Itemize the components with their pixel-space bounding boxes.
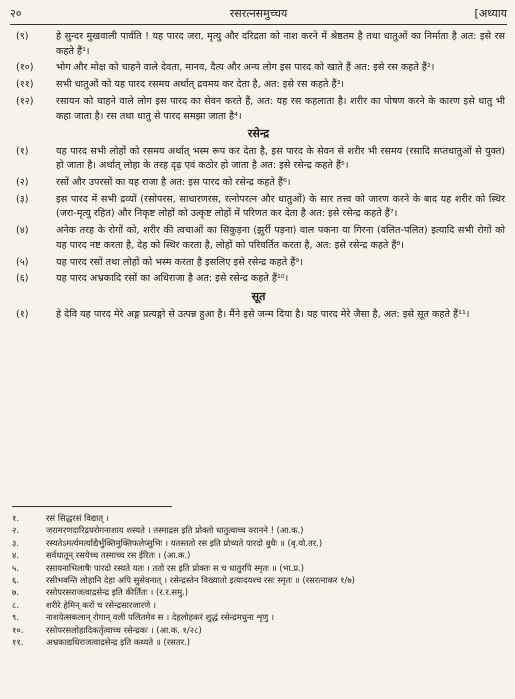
verse-item xyxy=(12,30,505,59)
footnote xyxy=(12,524,505,536)
verse-item xyxy=(12,272,505,287)
item-text: यह पारद अभ्रकादि रसों का अधिराजा है अत: इसे रसेन्द्र कहते हैं¹⁰। xyxy=(56,273,289,285)
footnote-text: रसायनाभिलाषैः पारदो रस्यते यतः । ततो रस इति प्रोक्तः स च धातुरपि स्मृतः ॥ (भा.प्र.) xyxy=(46,562,305,573)
footnote-text: रसीभवन्ति लोहानि देहा अपि सुसेवनात् । रसेन्द्रस्तेन विख्यातो इत्यादयश्च रसः स्मृतः ॥ (रसरत्नाकर १/७) xyxy=(46,575,355,586)
book-title: रसरत्नसमुच्चय xyxy=(229,7,288,20)
verse-item xyxy=(12,78,505,93)
section-heading-rasendra: रसेन्द्र xyxy=(247,127,270,141)
footnote-text: रसोपरसराजत्वाद्रसेन्द्र इति कीर्तितः । (र.र.समु.) xyxy=(46,587,189,598)
footnote xyxy=(12,611,505,623)
item-text: इस पारद में सभी द्रव्यों (रसोपरस, साधारणरस, रत्नोपरत्न और धातुओं) के सार तत्त्व को जारण करने के बाद यह शरीर को स्थिर (जरा-मृत्यु रहित) और निकृष्ट लोहों को उत्कृष्ट लोहों में परिणत कर देता है अत: इसे रसेन्द्र कहते हैं⁷। xyxy=(56,193,505,220)
item-text: यह पारद रसों तथा लोहों को भस्म करता है इसलिए इसे रसेन्द्र कहते हैं⁹। xyxy=(56,256,303,268)
footnote-text: सर्वधातून् रसयेच्च तस्माच्च रस ईरितः । (आ.क.) xyxy=(46,550,191,561)
footnote-text: शरीरे हेमिन् करों च रसेन्द्रसारजारणे । xyxy=(46,599,157,610)
footnote xyxy=(12,586,505,598)
item-text: हे सुन्दर मुखवाली पार्वति ! यह पारद जरा, मृत्यु और दरिद्रता को नाश करने में श्रेष्ठतम है तथा धातुओं का निर्माता है अत: इसे रस कहते हैं¹। xyxy=(56,31,505,57)
footnote-number: ५. xyxy=(12,562,20,573)
footnote xyxy=(12,549,505,561)
page-number: २० xyxy=(10,7,22,20)
footnote-number: ४. xyxy=(12,550,20,561)
footnote xyxy=(12,624,505,636)
footnote-number: १०. xyxy=(12,624,24,635)
item-number: (१२) xyxy=(16,95,34,107)
footnote-text: रस्यतेऽमर्त्यमर्त्याद्यैर्भुक्तिमुक्तिफलेप्सुभिः । यतस्ततो रस इति प्रोच्यते पारदो बुधैः ॥ (बृ.यो.तर.) xyxy=(46,537,323,548)
item-number: (४) xyxy=(16,225,29,237)
footnote xyxy=(12,636,505,648)
section-heading-suta: सूत xyxy=(251,290,266,303)
footnote-text: नाशयेत्सकलान् रोगान् वली पलितमेव स । देहलोहकरं शुद्धं रसेन्द्रमधुना शृणु । xyxy=(46,612,275,623)
footnote-number: ९. xyxy=(12,612,20,623)
footnote xyxy=(12,512,505,524)
footnote xyxy=(12,574,505,586)
verse-item xyxy=(12,256,505,271)
item-text: रसों और उपरसों का यह राजा है अत: इस पारद को रसेन्द्र कहते हैं⁶। xyxy=(56,177,291,189)
main-text xyxy=(12,30,505,324)
item-number: (३) xyxy=(16,193,29,205)
item-text: भोग और मोक्ष को चाहने वाले देवता, मानव, दैत्य और अन्य लोग इस पारद को खाते हैं अत: इसे रस कहते हैं²। xyxy=(56,62,435,74)
suta-definitions xyxy=(12,308,505,323)
footnote-number: ६. xyxy=(12,575,20,586)
footnote-number: १. xyxy=(12,513,20,523)
item-text: रसायन को चाहने वाले लोग इस पारद का सेवन करते हैं, अत: यह रस कहलाता है। शरीर का पोषण करने के कारण इसे धातु भी कहा जाता है। रस तथा धातु से पारद समझा जाता है⁴। xyxy=(56,95,505,122)
item-text: यह पारद सभी लोहों को रसमय अर्थात् भस्म रूप कर देता है, इस पारद के सेवन से शरीर भी रसमय (रसादि सप्तधातुओं से युक्त) हो जाता है। अर्थात् लोहा के तरह दृढ़ एवं कठोर हो जाता है अत: इसे रसेन्द्र कहते हैं⁵। xyxy=(56,145,505,172)
footnote xyxy=(12,537,505,549)
item-number: (११) xyxy=(16,79,34,91)
rasendra-definitions xyxy=(12,145,505,287)
item-number: (९) xyxy=(16,31,29,42)
running-header xyxy=(10,6,507,24)
verse-item xyxy=(12,176,505,191)
verse-item xyxy=(12,193,505,222)
item-text: हे देवि यह पारद मेरे अङ्ग प्रत्यङ्गो से उत्पन्न हुआ है। मैंने इसे जन्म दिया है। यह पारद मेरे जैसा है, अत: इसे सूत कहते हैं¹¹। xyxy=(56,308,470,320)
header-rule xyxy=(10,24,507,25)
item-number: (५) xyxy=(16,256,29,268)
footnote-text: रसोपरसलोहादिकर्तृत्वाच्च रसेन्द्रकः । (आ.क. १/२८) xyxy=(46,624,202,635)
footnote-number: ३. xyxy=(12,537,20,548)
footnote-text: अभ्रकाद्यधिराजत्वाद्रसेन्द्र इति कथ्यते ॥ (रसतर.) xyxy=(46,637,190,648)
footnote-number: ८. xyxy=(12,599,20,610)
footnote-number: ११. xyxy=(12,637,24,648)
footnote xyxy=(12,562,505,574)
item-text: सभी धातुओं को यह पारद रसमय अर्थात् द्रवमय कर देता है, अत: इसे रस कहते हैं³। xyxy=(56,79,345,91)
chapter-label: [अध्याय xyxy=(474,7,507,20)
verse-item xyxy=(12,224,505,253)
item-number: (१०) xyxy=(16,62,34,74)
footnote xyxy=(12,599,505,611)
footnote-number: ७. xyxy=(12,587,20,598)
footnote-text: रसं सिद्धरसं विद्यात् । xyxy=(46,513,109,523)
rasa-definitions xyxy=(12,30,505,124)
item-number: (१) xyxy=(16,308,29,320)
item-number: (६) xyxy=(16,273,29,285)
footnote-number: २. xyxy=(12,525,20,536)
verse-item xyxy=(12,308,505,323)
item-text: अनेक तरह के रोगों को, शरीर की त्वचाओं का सिकुड़ना (झुर्री पड़ना) वाल पकना या गिरना (वलित-पलित) इत्यादि सभी रोगों को यह पारद नष्ट करता है, देह को स्थिर करता है, लोहों को परिवर्तित करता है, अत: इसे रसेन्द्र कहते हैं⁸। xyxy=(56,225,505,251)
verse-item xyxy=(12,95,505,124)
footnotes xyxy=(12,512,505,648)
item-number: (२) xyxy=(16,177,29,189)
footnote-text: जरामरणदारिद्रयरोगनाशाय शस्यते । तस्माद्रस इति प्रोक्तो धातुत्वाच्च वरानने ! (आ.क.) xyxy=(46,525,304,536)
item-number: (१) xyxy=(16,145,29,157)
verse-item xyxy=(12,61,505,76)
footnote-rule xyxy=(12,506,172,507)
verse-item xyxy=(12,145,505,174)
